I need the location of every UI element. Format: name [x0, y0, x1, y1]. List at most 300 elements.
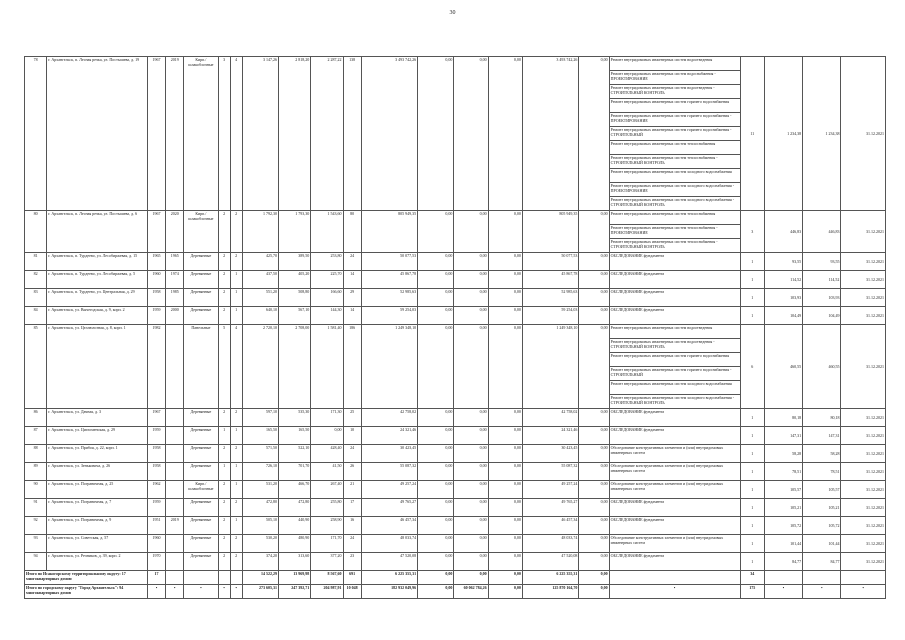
value-cell: 425,70 — [242, 253, 278, 271]
works-cell — [609, 517, 740, 535]
value-cell: 45 867,78 — [361, 271, 417, 289]
total-value — [230, 571, 242, 585]
value-cell: 2 — [218, 517, 230, 535]
value-cell: Деревянные — [184, 463, 218, 481]
value-cell: 3 493 742,26 — [522, 57, 578, 211]
value-cell: 1962 — [147, 481, 165, 499]
total-value: • — [184, 585, 218, 599]
value-cell: 0,00 — [488, 553, 522, 571]
total-value: 0,00 — [418, 571, 454, 585]
value-cell: Деревянные — [184, 253, 218, 271]
value-cell: 0,00 — [488, 409, 522, 427]
value-cell: 2 — [230, 445, 242, 463]
value-cell: 1960 — [147, 271, 165, 289]
value-cell — [166, 325, 184, 409]
value-cell: 1 — [740, 409, 764, 427]
value-cell: 10 — [343, 427, 361, 445]
value-cell: 0,00 — [418, 325, 454, 409]
value-cell: 104,49 — [803, 307, 841, 325]
works-cell — [609, 307, 740, 325]
value-cell: 26 — [343, 463, 361, 481]
value-cell: 50 077,53 — [361, 253, 417, 271]
value-cell: 377,20 — [311, 553, 343, 571]
work-item: Ремонт внутридомовых инженерных систем холодного водоснабжения — [610, 169, 740, 183]
total-value: 182 932 049,96 — [361, 585, 417, 599]
value-cell: 41,50 — [311, 463, 343, 481]
value-cell: 0,00 — [488, 325, 522, 409]
value-cell: 1 — [740, 535, 764, 553]
total-value: 273 605,31 — [242, 585, 278, 599]
work-item: ОБСЛЕДОВАНИЕ фундамента — [610, 499, 665, 504]
table-row — [25, 271, 886, 289]
value-cell: 55 087,32 — [522, 463, 578, 481]
value-cell: 0,00 — [488, 463, 522, 481]
value-cell: 253,80 — [311, 253, 343, 271]
value-cell: 726,10 — [242, 463, 278, 481]
value-cell: 101,44 — [764, 535, 802, 553]
value-cell: 2 — [218, 289, 230, 307]
work-item: Ремонт внутридомовых инженерных систем водоснабжения - ПРОЕКТИРОВАНИЕ — [610, 71, 740, 85]
value-cell: 31.12.2021 — [841, 307, 886, 325]
works-cell — [609, 427, 740, 445]
work-item: Ремонт внутридомовых инженерных систем холодного водоснабжения — [610, 381, 740, 395]
value-cell: 0,00 — [418, 517, 454, 535]
value-cell: 2019 — [166, 57, 184, 211]
value-cell: 2 — [230, 211, 242, 253]
value-cell: Деревянные — [184, 553, 218, 571]
value-cell: Панельные — [184, 325, 218, 409]
value-cell: 80,18 — [764, 409, 802, 427]
table-row — [25, 409, 886, 427]
value-cell: 0,00 — [418, 535, 454, 553]
table-row — [25, 463, 886, 481]
value-cell: 165,50 — [279, 427, 311, 445]
housing-repair-table — [24, 56, 886, 599]
value-cell: 0,00 — [418, 289, 454, 307]
value-cell: 31.12.2021 — [841, 481, 886, 499]
value-cell: 2 — [218, 253, 230, 271]
value-cell: 16 — [343, 517, 361, 535]
value-cell: 31.12.2021 — [841, 463, 886, 481]
total-value: • — [218, 585, 230, 599]
value-cell: 31.12.2021 — [841, 553, 886, 571]
value-cell: 2 — [218, 553, 230, 571]
value-cell: 59 254,03 — [361, 307, 417, 325]
value-cell: 1985 — [166, 289, 184, 307]
value-cell: 1 — [230, 307, 242, 325]
value-cell: 101,44 — [803, 535, 841, 553]
value-cell: 25 — [343, 409, 361, 427]
total-value: 60 062 784,26 — [454, 585, 488, 599]
value-cell: 258,90 — [311, 517, 343, 535]
value-cell: 0,00 — [488, 445, 522, 463]
value-cell: 55 087,32 — [361, 463, 417, 481]
total-value: 10 048 — [343, 585, 361, 599]
work-item: Обследование конструктивных элементов и (или) внутридомовых инженерных систем — [610, 445, 724, 455]
total-value — [764, 571, 802, 585]
value-cell: 0,00 — [418, 445, 454, 463]
value-cell: 52 985,63 — [361, 289, 417, 307]
value-cell: 1 — [740, 289, 764, 307]
table-row — [25, 535, 886, 553]
works-cell — [609, 481, 740, 499]
row-number: 93 — [25, 535, 47, 553]
total-value: 0,00 — [488, 571, 522, 585]
value-cell: 4 — [230, 325, 242, 409]
value-cell: 0,00 — [418, 57, 454, 211]
table-row — [25, 553, 886, 571]
address-cell: г. Архангельск, п. Турдеево, ул. Лесобиржевая, д. 5 — [47, 271, 148, 289]
value-cell: 1982 — [147, 325, 165, 409]
value-cell: 52 985,63 — [522, 289, 578, 307]
value-cell: 0,00 — [579, 211, 609, 253]
value-cell: 0,00 — [418, 427, 454, 445]
value-cell: 1 — [230, 427, 242, 445]
total-row — [25, 585, 886, 599]
value-cell: 49 257,24 — [361, 481, 417, 499]
value-cell: 267,40 — [311, 481, 343, 499]
value-cell: 472,80 — [279, 499, 311, 517]
total-value: 17 — [147, 571, 165, 585]
row-number: 85 — [25, 325, 47, 409]
value-cell — [166, 535, 184, 553]
value-cell: 1967 — [147, 211, 165, 253]
address-cell: г. Архангельск, ул. Пограничная, д. 7 — [47, 499, 148, 517]
value-cell: 23 — [343, 553, 361, 571]
works-cell — [609, 535, 740, 553]
value-cell: 31.12.2021 — [841, 211, 886, 253]
value-cell: 225,70 — [311, 271, 343, 289]
value-cell — [166, 499, 184, 517]
value-cell — [166, 553, 184, 571]
work-item: ОБСЛЕДОВАНИЕ фундамента — [610, 427, 665, 432]
address-cell: г. Архангельск, ул. Целлюлозная, д. 8, корп. 1 — [47, 325, 148, 409]
work-item: ОБСЛЕДОВАНИЕ фундамента — [610, 271, 665, 276]
value-cell: 389,50 — [279, 253, 311, 271]
value-cell: 2 — [230, 253, 242, 271]
total-value: 0,00 — [454, 571, 488, 585]
value-cell: 49 765,27 — [522, 499, 578, 517]
value-cell: 105,21 — [803, 499, 841, 517]
value-cell: 11 — [740, 57, 764, 211]
value-cell: 31.12.2021 — [841, 57, 886, 211]
value-cell: 42 758,02 — [361, 409, 417, 427]
total-value: 0,00 — [418, 585, 454, 599]
value-cell — [166, 463, 184, 481]
total-value: • — [147, 585, 165, 599]
value-cell: 0,00 — [454, 253, 488, 271]
works-cell — [609, 253, 740, 271]
value-cell: 21 — [343, 481, 361, 499]
works-cell — [609, 409, 740, 427]
value-cell: 31.12.2021 — [841, 409, 886, 427]
value-cell: 46 457,34 — [361, 517, 417, 535]
total-value — [841, 571, 886, 585]
value-cell: 0,00 — [454, 499, 488, 517]
value-cell: 472,80 — [242, 499, 278, 517]
value-cell: 166,60 — [311, 289, 343, 307]
value-cell: 1 — [740, 307, 764, 325]
value-cell: 437,50 — [242, 271, 278, 289]
total-value — [184, 571, 218, 585]
value-cell: Деревянные — [184, 499, 218, 517]
value-cell: 1 543,60 — [311, 211, 343, 253]
value-cell: 14 — [343, 307, 361, 325]
total-label: Итого по городскому округу "Город Архангельск": 94 многоквартирных домов — [25, 585, 148, 599]
value-cell: 0,00 — [579, 481, 609, 499]
value-cell: 530,20 — [242, 535, 278, 553]
table-row — [25, 289, 886, 307]
value-cell: 2 — [218, 481, 230, 499]
value-cell: 535,30 — [279, 409, 311, 427]
value-cell: 78,51 — [803, 463, 841, 481]
value-cell: 3 — [740, 211, 764, 253]
value-cell: 0,00 — [488, 517, 522, 535]
value-cell: 460,55 — [764, 325, 802, 409]
address-cell: г. Архангельск, ул. Зеньковича, д. 26 — [47, 463, 148, 481]
value-cell: Деревянные — [184, 409, 218, 427]
value-cell: 1965 — [166, 253, 184, 271]
total-value: 6 225 355,31 — [361, 571, 417, 585]
value-cell: 0,00 — [488, 57, 522, 211]
value-cell: 24 321,46 — [522, 427, 578, 445]
address-cell: г. Архангельск, ул. Дачная, д. 3 — [47, 409, 148, 427]
value-cell: 1 — [740, 463, 764, 481]
value-cell: 466,70 — [279, 481, 311, 499]
value-cell: 0,00 — [488, 271, 522, 289]
value-cell: 138 — [343, 57, 361, 211]
value-cell: 105,21 — [764, 499, 802, 517]
value-cell: 147,31 — [764, 427, 802, 445]
value-cell: 1959 — [147, 427, 165, 445]
works-cell — [609, 211, 740, 253]
work-item: Ремонт внутридомовых инженерных систем холодного водоснабжения - ПРОЕКТИРОВАНИЕ — [610, 183, 740, 197]
value-cell: 31.12.2021 — [841, 499, 886, 517]
total-value — [166, 571, 184, 585]
value-cell: 14 — [343, 271, 361, 289]
value-cell: 1974 — [166, 271, 184, 289]
works-cell — [609, 57, 740, 211]
table-row — [25, 253, 886, 271]
value-cell: 0,00 — [418, 499, 454, 517]
address-cell: г. Архангельск, п. Лесная речка, ул. Постышева, д. 6 — [47, 211, 148, 253]
value-cell: 0,00 — [454, 427, 488, 445]
value-cell: 0,00 — [454, 57, 488, 211]
value-cell: 144,30 — [311, 307, 343, 325]
work-item: Ремонт внутридомовых инженерных систем водоотведения - СТРОИТЕЛЬНЫЙ КОНТРОЛЬ — [610, 85, 740, 99]
value-cell: 597,10 — [242, 409, 278, 427]
value-cell: 103,93 — [803, 289, 841, 307]
value-cell: 50 077,53 — [522, 253, 578, 271]
value-cell: 0,00 — [418, 307, 454, 325]
work-item: Ремонт внутридомовых инженерных систем водоотведения - СТРОИТЕЛЬНЫЙ КОНТРОЛЬ — [610, 339, 740, 353]
value-cell: 93,55 — [803, 253, 841, 271]
value-cell: 1970 — [147, 553, 165, 571]
total-value: • — [841, 585, 886, 599]
row-number: 94 — [25, 553, 47, 571]
total-value: 0,00 — [579, 571, 609, 585]
value-cell: 0,00 — [579, 517, 609, 535]
row-number: 84 — [25, 307, 47, 325]
work-item: Ремонт внутридомовых инженерных систем водоотведения — [610, 57, 740, 71]
work-item: Ремонт внутридомовых инженерных систем теплоснабжения - СТРОИТЕЛЬНЫЙ КОНТРОЛЬ — [610, 239, 718, 249]
value-cell: 3 147,26 — [242, 57, 278, 211]
work-item: Обследование конструктивных элементов и (или) внутридомовых инженерных систем — [610, 463, 724, 473]
value-cell: 30 423,45 — [522, 445, 578, 463]
value-cell: 2 — [218, 499, 230, 517]
value-cell: 3 — [218, 57, 230, 211]
value-cell: 0,00 — [579, 57, 609, 211]
value-cell: Кирп./ шлакоблочные — [184, 481, 218, 499]
value-cell: 0,00 — [418, 553, 454, 571]
value-cell: 1 — [230, 289, 242, 307]
value-cell: 1 581,40 — [311, 325, 343, 409]
work-item: Ремонт внутридомовых инженерных систем горячего водоснабжения — [610, 353, 740, 367]
value-cell: 446,83 — [764, 211, 802, 253]
value-cell: 0,00 — [579, 427, 609, 445]
value-cell: 2 818,20 — [279, 57, 311, 211]
total-value: 247 392,71 — [279, 585, 311, 599]
work-item: Ремонт внутридомовых инженерных систем теплоснабжения — [610, 141, 740, 155]
value-cell — [166, 445, 184, 463]
value-cell: 31.12.2021 — [841, 427, 886, 445]
value-cell: 1 792,30 — [242, 211, 278, 253]
value-cell: 45 867,78 — [522, 271, 578, 289]
work-item: Ремонт внутридомовых инженерных систем горячего водоснабжения - СТРОИТЕЛЬНЫЙ — [610, 367, 740, 381]
value-cell: 114,52 — [764, 271, 802, 289]
value-cell: 0,00 — [579, 307, 609, 325]
table-row — [25, 325, 886, 409]
value-cell: 1959 — [147, 499, 165, 517]
address-cell: г. Архангельск, ул. Прибоя, д. 22, корп. 1 — [47, 445, 148, 463]
table-row — [25, 481, 886, 499]
value-cell: 2 708,00 — [279, 325, 311, 409]
value-cell: 313,60 — [279, 553, 311, 571]
value-cell: 1 — [740, 481, 764, 499]
value-cell: 1 — [740, 271, 764, 289]
value-cell: 171,70 — [311, 535, 343, 553]
value-cell: 49 765,27 — [361, 499, 417, 517]
value-cell: 105,57 — [764, 481, 802, 499]
value-cell: 0,00 — [579, 535, 609, 553]
value-cell: 2 — [218, 445, 230, 463]
value-cell: 105,72 — [764, 517, 802, 535]
value-cell: 0,00 — [579, 463, 609, 481]
value-cell: Деревянные — [184, 535, 218, 553]
work-item: Ремонт внутридомовых инженерных систем холодного водоснабжения - СТРОИТЕЛЬНЫЙ КОНТРОЛЬ — [610, 197, 735, 207]
work-item: ОБСЛЕДОВАНИЕ фундамента — [610, 307, 665, 312]
page-number: 30 — [449, 10, 456, 16]
value-cell: 3 493 742,26 — [361, 57, 417, 211]
row-number: 92 — [25, 517, 47, 535]
work-item: ОБСЛЕДОВАНИЕ фундамента — [610, 553, 665, 558]
work-item: Ремонт внутридомовых инженерных систем горячего водоснабжения - ПРОЕКТИРОВАНИЕ — [610, 113, 740, 127]
value-cell: 80 — [343, 211, 361, 253]
work-item: ОБСЛЕДОВАНИЕ фундамента — [610, 289, 665, 294]
value-cell: 0,00 — [579, 289, 609, 307]
value-cell: 0,00 — [454, 553, 488, 571]
value-cell: 47 520,08 — [522, 553, 578, 571]
value-cell: 84,77 — [803, 553, 841, 571]
value-cell: 1 793,30 — [279, 211, 311, 253]
value-cell: 24 — [343, 445, 361, 463]
value-cell: 1 234,38 — [803, 57, 841, 211]
table-row — [25, 57, 886, 211]
value-cell: 0,00 — [311, 427, 343, 445]
row-number: 87 — [25, 427, 47, 445]
table-row — [25, 517, 886, 535]
value-cell: 2000 — [166, 307, 184, 325]
value-cell: 0,00 — [488, 535, 522, 553]
total-value: • — [230, 585, 242, 599]
value-cell: 31.12.2021 — [841, 445, 886, 463]
value-cell: 59 254,03 — [522, 307, 578, 325]
value-cell: 1 249 348,10 — [522, 325, 578, 409]
work-item: ОБСЛЕДОВАНИЕ фундамента — [610, 409, 665, 414]
total-label: Итого по Исакогорскому территориальному округу: 17 многоквартирных домов: — [25, 571, 148, 585]
address-cell: г. Архангельск, п. Турдеево, ул. Центральная, д. 29 — [47, 289, 148, 307]
value-cell: 374,20 — [242, 553, 278, 571]
total-value: 125 870 164,70 — [522, 585, 578, 599]
value-cell: 31.12.2021 — [841, 517, 886, 535]
value-cell: 428,40 — [311, 445, 343, 463]
value-cell: 2 — [230, 499, 242, 517]
work-item: Ремонт внутридомовых инженерных систем горячего водоснабжения - СТРОИТЕЛЬНЫЙ — [610, 127, 740, 141]
value-cell: 30 423,45 — [361, 445, 417, 463]
value-cell: 567,10 — [279, 307, 311, 325]
value-cell: 571,50 — [242, 445, 278, 463]
value-cell: 58,28 — [803, 445, 841, 463]
value-cell: 2 — [230, 553, 242, 571]
address-cell: г. Архангельск, ул. Речников, д. 39, корп. 2 — [47, 553, 148, 571]
address-cell: г. Архангельск, ул. Советская, д. 57 — [47, 535, 148, 553]
work-item: Ремонт внутридомовых инженерных систем горячего водоснабжения — [610, 99, 740, 113]
value-cell: 24 321,46 — [361, 427, 417, 445]
value-cell: 80,18 — [803, 409, 841, 427]
value-cell: 1 — [230, 481, 242, 499]
value-cell: 0,00 — [488, 307, 522, 325]
table-row — [25, 211, 886, 253]
table-row — [25, 499, 886, 517]
value-cell: 805 949,35 — [361, 211, 417, 253]
total-value: 691 — [343, 571, 361, 585]
address-cell: г. Архангельск, п. Турдеево, ул. Лесобиржевая, д. 15 — [47, 253, 148, 271]
value-cell: 2 287,22 — [311, 57, 343, 211]
value-cell: 186 — [343, 325, 361, 409]
value-cell: 2 — [218, 271, 230, 289]
work-item: Обследование конструктивных элементов и (или) внутридомовых инженерных систем — [610, 481, 724, 491]
value-cell: 46 457,34 — [522, 517, 578, 535]
value-cell: 1 — [218, 427, 230, 445]
work-item: Ремонт внутридомовых инженерных систем холодного водоснабжения - СТРОИТЕЛЬНЫЙ КОНТРОЛЬ — [610, 395, 735, 405]
value-cell: 2 — [230, 535, 242, 553]
row-number: 78 — [25, 57, 47, 211]
work-item: Ремонт внутридомовых инженерных систем теплоснабжения - ПРОЕКТИРОВАНИЕ — [610, 225, 740, 239]
address-cell: г. Архангельск, ул. Вычегодская, д. 9, корп. 2 — [47, 307, 148, 325]
value-cell: 6 — [740, 325, 764, 409]
value-cell: Деревянные — [184, 445, 218, 463]
value-cell: 48 033,74 — [361, 535, 417, 553]
value-cell: Кирп./ шлакоблочные — [184, 211, 218, 253]
value-cell: 0,00 — [454, 289, 488, 307]
value-cell: 1 — [230, 463, 242, 481]
total-value: 0,00 — [579, 585, 609, 599]
value-cell: 0,00 — [454, 271, 488, 289]
value-cell: 0,00 — [454, 325, 488, 409]
value-cell: 24 — [343, 253, 361, 271]
value-cell: 0,00 — [454, 307, 488, 325]
value-cell: Деревянные — [184, 271, 218, 289]
